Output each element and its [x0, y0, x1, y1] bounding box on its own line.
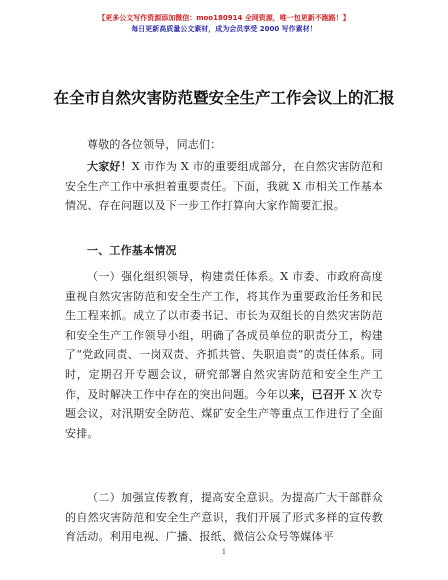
document-title: 在全市自然灾害防范暨安全生产工作会议上的汇报: [53, 89, 395, 107]
intro-paragraph: [65, 157, 383, 216]
intro-text: X 市作为 X 市的重要组成部分，在自然灾害防范和安全生产工作中承担着重要责任。下面，我就 X 市相关工作基本情况、存在问题以及下一步工作打算向大家作简要汇报。: [65, 160, 383, 213]
section-heading: 一、工作基本情况: [87, 244, 177, 257]
paragraph-organization-text-a: （一）强化组织领导，构建责任体系。X 市委、市政府高度重视自然灾害防范和安全生产工作，将其作为重要政治任务和民生工程来抓。成立了以市委书记、市长为双组长的自然灾害防范和安全生产工作领导小组，明确了各成员单位的职责分工，构建了“党政同责、一岗双责、齐抓共管、失职追责”的责任体系。同时，定期召开专题会议，研究部署自然灾害防范和安全生产工作，及时解决工作中存在的突出问题。今年以: [65, 270, 383, 401]
paragraph-organization: [65, 267, 383, 443]
paragraph-organization-bold: 来，已召开: [289, 387, 346, 401]
greeting: 尊敬的各位领导，同志们：: [87, 138, 222, 151]
paragraph-education: （二）加强宣传教育，提高安全意识。为提高广大干部群众的自然灾害防范和安全生产意识，我们开展了形式多样的宣传教育活动。利用电视、广播、报纸、微信公众号等媒体平: [65, 491, 383, 544]
promo-banner-line-2: 每日更新高质量公文素材，成为会员享受 2000 写作素材！: [131, 25, 317, 33]
intro-bold-text: 大家好！: [87, 160, 132, 173]
page-number: 1: [221, 548, 227, 556]
paragraph-organization-text-b: X 次专题会议，对汛期安全防范、煤矿安全生产等重点工作进行了全面安排。: [65, 387, 383, 440]
promo-banner-line-1: 【更多公文写作资源添加微信：moo180914 全网资源，唯一包更新不跑路！】: [98, 14, 350, 22]
